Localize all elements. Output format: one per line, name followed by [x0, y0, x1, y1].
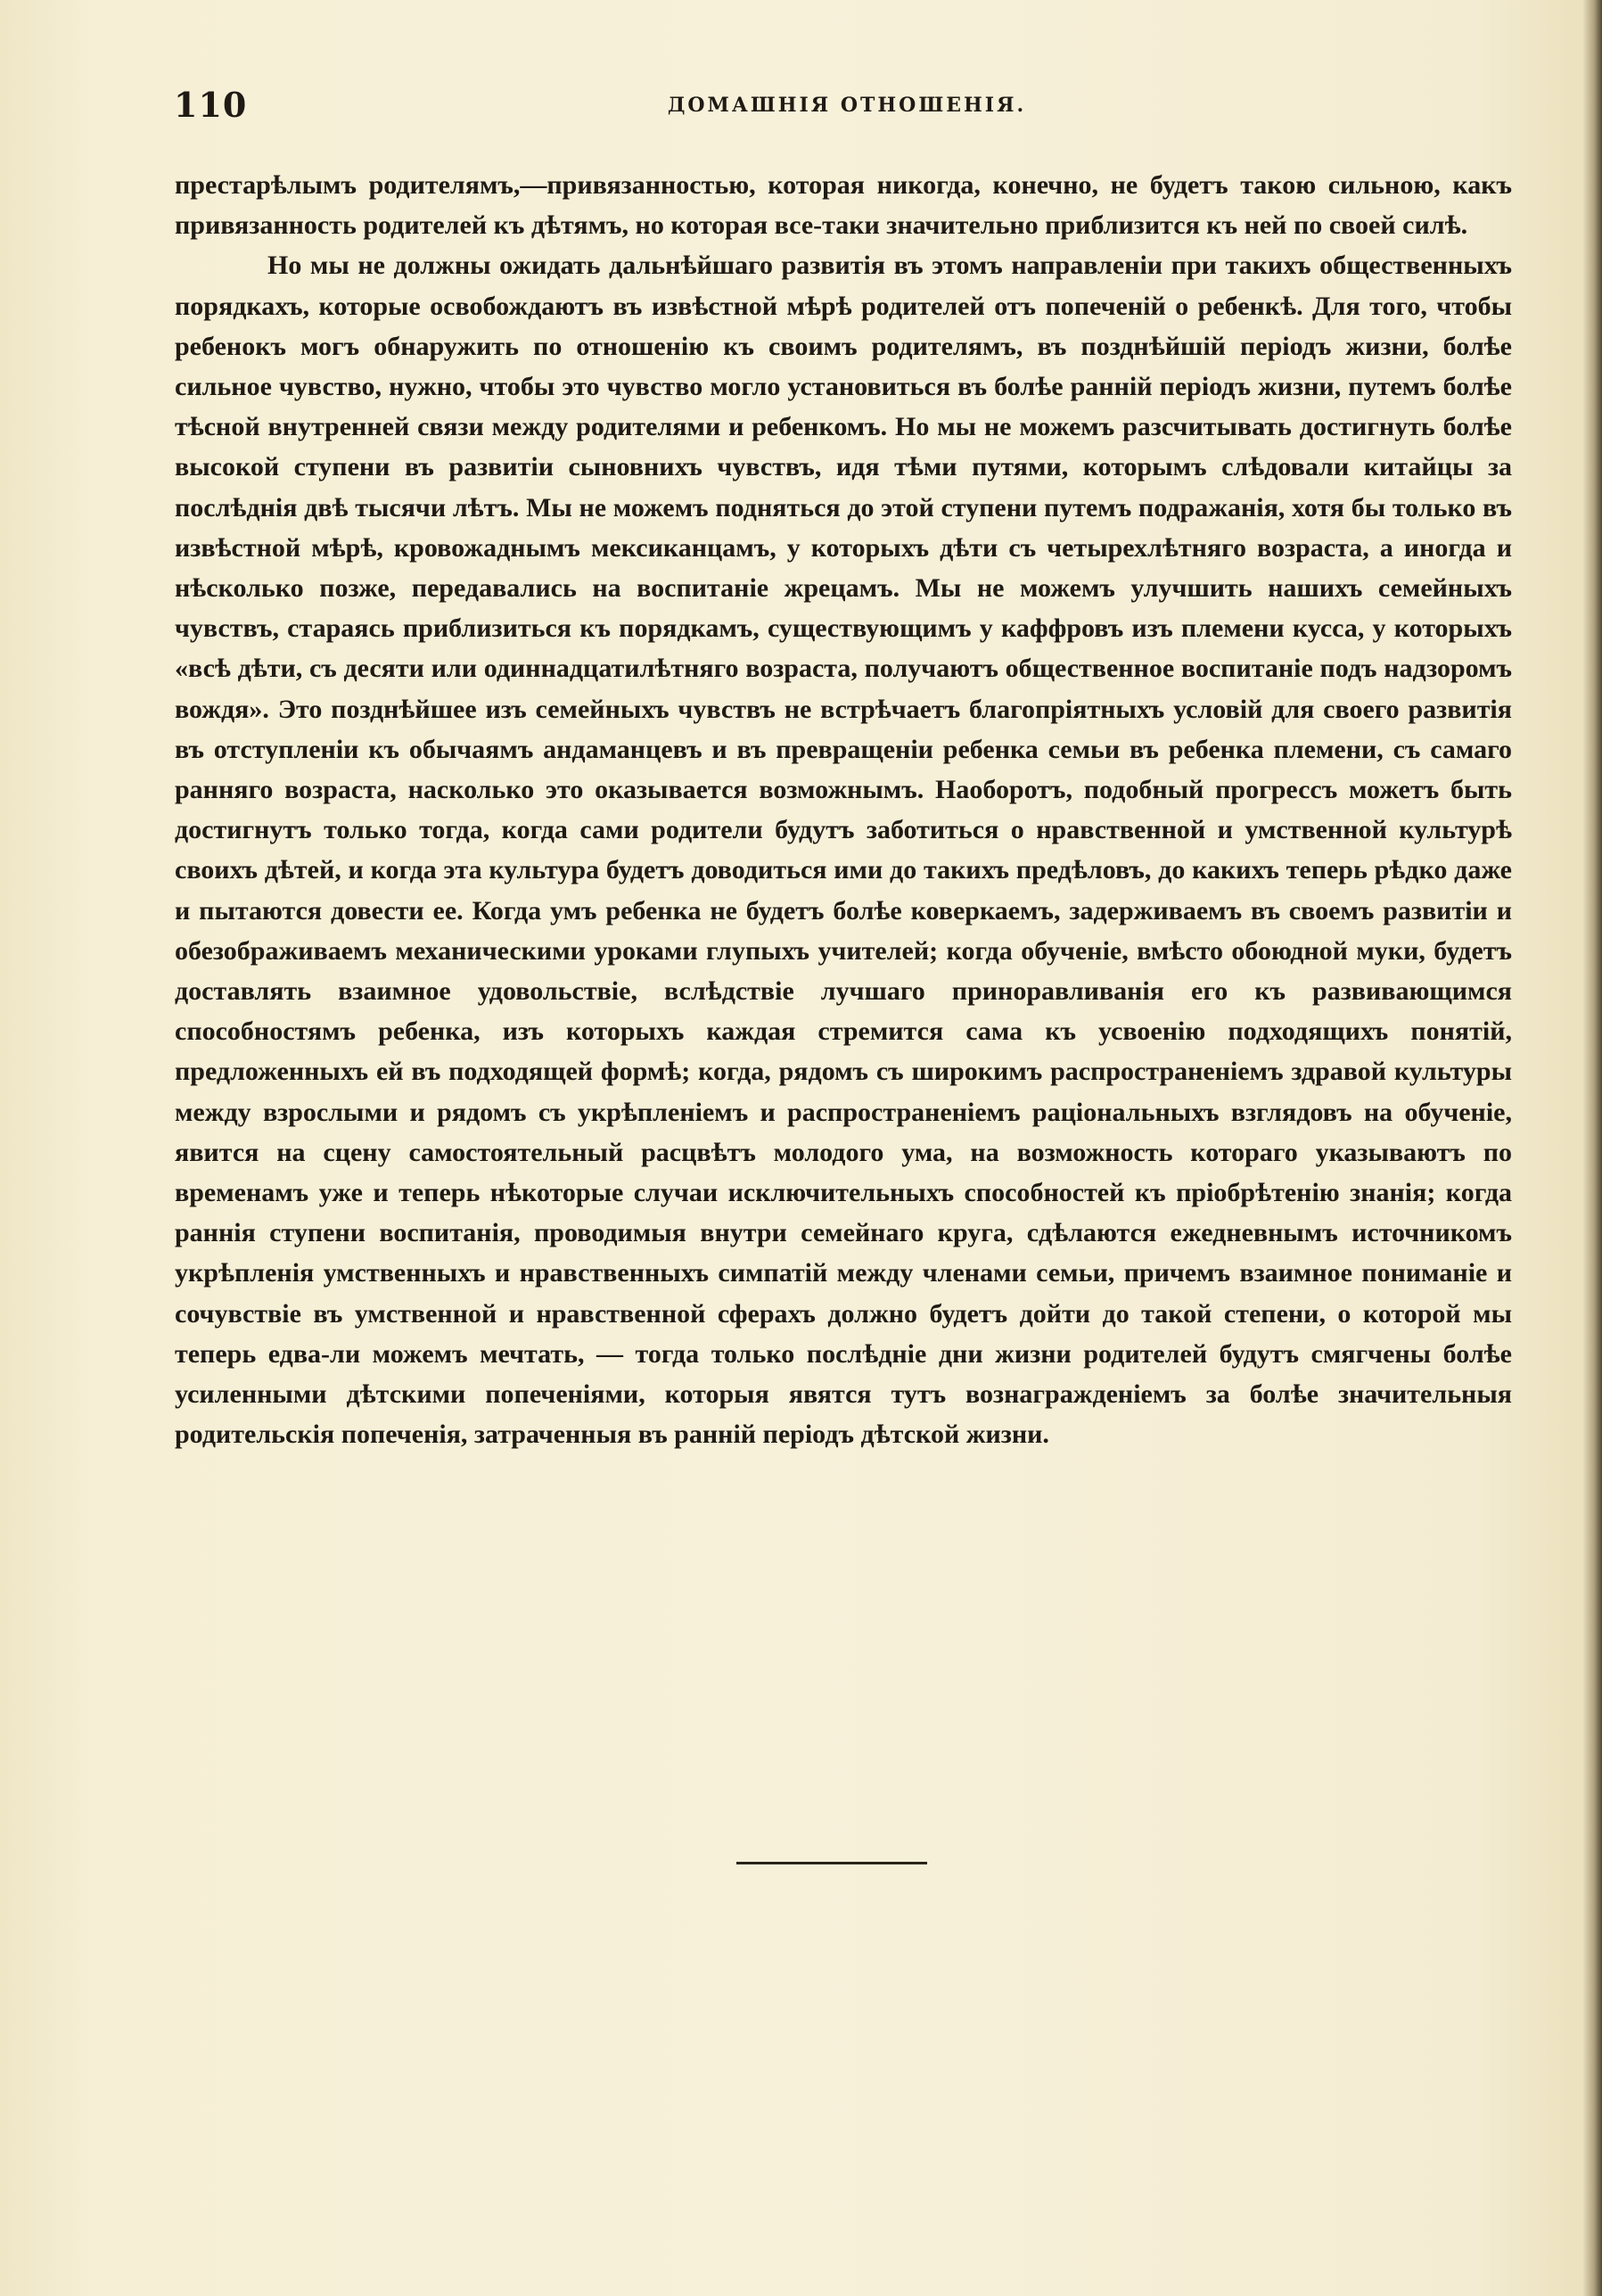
- paragraph-main: Но мы не должны ожидать дальнѣйшаго развитія въ этомъ направленіи при такихъ общественныхъ порядкахъ, которые освобождаютъ въ извѣстной мѣрѣ родителей отъ попеченій о ребенкѣ. Для того, чтобы ребенокъ могъ обнаружить по отношенію къ своимъ родителямъ, въ позднѣйшій періодъ жизни, болѣе сильное чувство, нужно, чтобы это чувство могло установиться въ болѣе ранній періодъ жизни, путемъ болѣе тѣсной внутренней связи между родителями и ребенкомъ. Но мы не можемъ разсчитывать достигнуть болѣе высокой ступени въ развитіи сыновнихъ чувствъ, идя тѣми путями, которымъ слѣдовали китайцы за послѣднія двѣ тысячи лѣтъ. Мы не можемъ подняться до этой ступени путемъ подражанія, хотя бы только въ извѣстной мѣрѣ, кровожаднымъ мексиканцамъ, у которыхъ дѣти съ четырехлѣтняго возраста, а иногда и нѣсколько позже, передавались на воспитаніе жрецамъ. Мы не можемъ улучшить нашихъ семейныхъ чувствъ, стараясь приблизиться къ порядкамъ, существующимъ у каффровъ изъ племени кусса, у которыхъ «всѣ дѣти, съ десяти или одиннадцатилѣтняго возраста, получаютъ общественное воспитаніе подъ надзоромъ вождя». Это позднѣйшее изъ семейныхъ чувствъ не встрѣчаетъ благопріятныхъ условій для своего развитія въ отступленіи къ обычаямъ андаманцевъ и въ превращеніи ребенка семьи въ ребенка племени, съ самаго ранняго возраста, насколько это оказывается возможнымъ. Наоборотъ, подобный прогрессъ можетъ быть достигнутъ только тогда, когда сами родители будутъ заботиться о нравственной и умственной культурѣ своихъ дѣтей, и когда эта культура будетъ доводиться ими до такихъ предѣловъ, до какихъ теперь рѣдко даже и пытаются довести ее. Когда умъ ребенка не будетъ болѣе коверкаемъ, задерживаемъ въ своемъ развитіи и обезображиваемъ механическими уроками глупыхъ учителей; когда обученіе, вмѣсто обоюдной муки, будетъ доставлять взаимное удовольствіе, вслѣдствіе лучшаго приноравливанія его къ развивающимся способностямъ ребенка, изъ которыхъ каждая стремится сама къ усвоенію подходящихъ понятій, предложенныхъ ей въ подходящей формѣ; когда, рядомъ съ широкимъ распространеніемъ здравой культуры между взрослыми и рядомъ съ укрѣпленіемъ и распространеніемъ раціональныхъ взглядовъ на обученіе, явится на сцену самостоятельный расцвѣтъ молодого ума, на возможность котораго указываютъ по временамъ уже и теперь нѣкоторые случаи исключительныхъ способностей къ пріобрѣтенію знанія; когда раннія ступени воспитанія, проводимыя внутри семейнаго круга, сдѣлаются ежедневнымъ источникомъ укрѣпленія умственныхъ и нравственныхъ симпатій между членами семьи, причемъ взаимное пониманіе и сочувствіе въ умственной и нравственной сферахъ должно будетъ дойти до такой степени, о которой мы теперь едва-ли можемъ мечтать, — тогда только послѣдніе дни жизни родителей будутъ смягчены болѣе усиленными дѣтскими попеченіями, которыя явятся тутъ вознагражденіемъ за болѣе значительныя родительскія попеченія, затраченныя въ ранній періодъ дѣтской жизни.: [175, 251, 1512, 1450]
- end-rule: [736, 1862, 927, 1864]
- page-header: [174, 85, 1520, 129]
- page-edge-shadow: [1582, 0, 1602, 2296]
- body-text: [175, 165, 1512, 1455]
- paragraph-continuation: престарѣлымъ родителямъ,—привязанностью, которая никогда, конечно, не будетъ такою сильною, какъ привязанность родителей къ дѣтямъ, но которая все-таки значительно приблизится къ ней по своей силѣ.: [175, 170, 1512, 241]
- page-number: 110: [174, 85, 248, 125]
- running-head: ДОМАШНІЯ ОТНОШЕНІЯ.: [667, 94, 1027, 117]
